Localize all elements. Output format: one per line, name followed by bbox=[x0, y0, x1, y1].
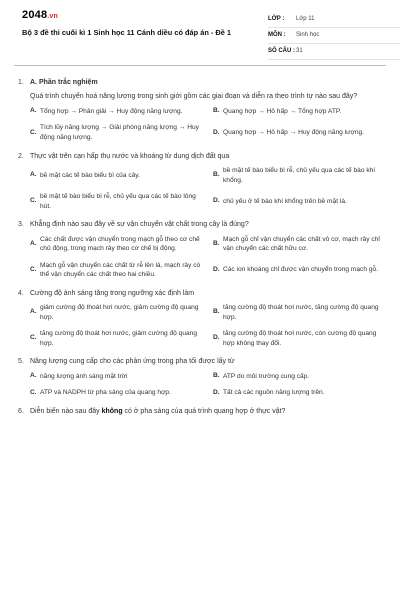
meta-row-count bbox=[268, 44, 400, 60]
option-text: ATP do môi trường cung cấp. bbox=[223, 372, 310, 380]
answer-options bbox=[14, 166, 386, 211]
question-number: 1. bbox=[18, 79, 24, 86]
question-list bbox=[14, 66, 386, 416]
question-number: 5. bbox=[18, 358, 24, 366]
option-letter: B. bbox=[213, 171, 220, 179]
meta-row-class bbox=[268, 12, 400, 28]
meta-label: MÔN : bbox=[268, 32, 286, 39]
option-d[interactable] bbox=[213, 192, 386, 211]
section-heading bbox=[14, 78, 386, 87]
section-title: A. Phần trắc nghiệm bbox=[30, 79, 98, 86]
answer-options bbox=[14, 107, 386, 143]
option-c[interactable] bbox=[30, 388, 203, 398]
question-6 bbox=[14, 407, 386, 416]
question-1 bbox=[14, 78, 386, 143]
option-d[interactable] bbox=[213, 123, 386, 142]
meta-value: 31 bbox=[296, 48, 303, 55]
logo-text: 2048 bbox=[22, 9, 48, 21]
answer-options bbox=[14, 235, 386, 280]
question-number: 2. bbox=[18, 152, 24, 160]
question-4 bbox=[14, 289, 386, 349]
question-2 bbox=[14, 152, 386, 212]
option-text: Tất cả các nguồn năng lượng trên. bbox=[223, 389, 325, 397]
question-text-emphasis: không bbox=[101, 407, 123, 415]
option-a[interactable] bbox=[30, 107, 203, 117]
option-c[interactable] bbox=[30, 261, 203, 280]
option-c[interactable] bbox=[30, 192, 203, 211]
option-a[interactable] bbox=[30, 166, 203, 185]
option-letter: C. bbox=[30, 265, 37, 273]
option-b[interactable] bbox=[213, 107, 386, 117]
option-text: chủ yếu ở tế bào khí khổng trên bề mặt lá. bbox=[223, 197, 347, 205]
option-d[interactable] bbox=[213, 388, 386, 398]
option-b[interactable] bbox=[213, 235, 386, 254]
question-heading bbox=[14, 289, 386, 298]
option-letter: A. bbox=[30, 107, 37, 115]
option-text: Tổng hợp → Phân giải → Huy động năng lượng. bbox=[40, 107, 183, 115]
meta-value: Sinh học bbox=[296, 32, 320, 39]
document-meta bbox=[268, 12, 400, 60]
question-text: Cường độ ánh sáng tăng trong ngưỡng xác định làm bbox=[30, 289, 195, 297]
meta-row-subject bbox=[268, 28, 400, 44]
option-text: giảm cường độ thoát hơi nước, giảm cường độ quang hợp. bbox=[40, 304, 199, 321]
option-text: tăng cường độ thoát hơi nước, tăng cường độ quang hợp. bbox=[223, 304, 379, 321]
option-letter: D. bbox=[213, 128, 220, 136]
option-letter: C. bbox=[30, 128, 37, 136]
option-text: tăng cường độ thoát hơi nước, còn cường độ quang hợp không thay đổi. bbox=[223, 330, 377, 347]
option-text: Mạch gỗ chỉ vận chuyển các chất vô cơ, mạch rây chỉ vận chuyển các chất hữu cơ. bbox=[223, 235, 380, 253]
option-letter: A. bbox=[30, 171, 37, 179]
option-d[interactable] bbox=[213, 261, 386, 280]
option-letter: C. bbox=[30, 197, 37, 205]
question-number: 6. bbox=[18, 407, 24, 415]
option-a[interactable] bbox=[30, 372, 203, 382]
logo-suffix: .vn bbox=[47, 13, 58, 20]
option-text: Tích lũy năng lượng → Giải phóng năng lượng → Huy động năng lượng. bbox=[40, 124, 199, 141]
option-letter: B. bbox=[213, 107, 220, 115]
option-text: bề mặt tế bào biểu bì rễ, chủ yếu qua các tế bào lông hút. bbox=[40, 193, 196, 210]
question-text: Quá trình chuyển hoá năng lượng trong sinh giới gồm các giai đoạn và diễn ra theo trình tự nào sau đây? bbox=[30, 93, 358, 101]
option-letter: A. bbox=[30, 308, 37, 316]
option-a[interactable] bbox=[30, 303, 203, 322]
site-logo[interactable] bbox=[22, 8, 58, 23]
question-heading bbox=[14, 357, 386, 366]
option-letter: A. bbox=[30, 372, 37, 380]
document-title: Bộ 3 đề thi cuối kì 1 Sinh học 11 Cánh diều có đáp án - Đề 1 bbox=[22, 28, 232, 37]
option-text: tăng cường độ thoát hơi nước, giảm cường độ quang hợp. bbox=[40, 330, 198, 347]
option-d[interactable] bbox=[213, 329, 386, 348]
answer-options bbox=[14, 303, 386, 348]
option-text: bề mặt tế bào biểu bì rễ, chủ yếu qua các tế bào khí khổng. bbox=[223, 166, 376, 184]
option-letter: C. bbox=[30, 388, 37, 396]
question-heading bbox=[14, 152, 386, 161]
option-letter: B. bbox=[213, 239, 220, 247]
question-text: Thực vật trên cạn hấp thụ nước và khoáng từ dung dịch đất qua bbox=[30, 152, 230, 160]
option-text: Mạch gỗ vận chuyển các chất từ rễ lên lá, mạch rây có thể vận chuyển các chất theo hai chiều. bbox=[40, 261, 201, 279]
option-letter: C. bbox=[30, 334, 37, 342]
option-text: Quang hợp → Hô hấp → Tổng hợp ATP. bbox=[223, 107, 342, 115]
option-letter: D. bbox=[213, 265, 220, 273]
option-a[interactable] bbox=[30, 235, 203, 254]
option-b[interactable] bbox=[213, 372, 386, 382]
answer-options bbox=[14, 372, 386, 398]
question-number: 3. bbox=[18, 221, 24, 229]
meta-label: SỐ CÂU : bbox=[268, 48, 295, 55]
question-text: Khẳng định nào sau đây về sự vận chuyển vật chất trong cây là đúng? bbox=[30, 221, 249, 229]
document-header bbox=[14, 0, 386, 66]
option-b[interactable] bbox=[213, 166, 386, 185]
option-letter: A. bbox=[30, 239, 37, 247]
option-text: Các ion khoáng chỉ được vận chuyển trong mạch gỗ. bbox=[223, 266, 378, 274]
question-text bbox=[30, 407, 386, 416]
option-c[interactable] bbox=[30, 123, 203, 142]
question-heading bbox=[14, 407, 386, 416]
option-letter: B. bbox=[213, 372, 220, 380]
option-letter: B. bbox=[213, 308, 220, 316]
option-text: Các chất được vận chuyển trong mạch gỗ theo cơ chế chủ động, trong mạch rây theo cơ chế bị động. bbox=[40, 235, 200, 253]
question-3 bbox=[14, 220, 386, 280]
option-letter: D. bbox=[213, 197, 220, 205]
option-b[interactable] bbox=[213, 303, 386, 322]
meta-label: LỚP : bbox=[268, 16, 285, 23]
question-text-part: Diễn biến nào sau đây bbox=[30, 407, 102, 415]
option-c[interactable] bbox=[30, 329, 203, 348]
question-5 bbox=[14, 357, 386, 398]
question-number: 4. bbox=[18, 289, 24, 297]
option-text: Quang hợp → Hô hấp → Huy động năng lượng. bbox=[223, 129, 364, 137]
option-text: năng lượng ánh sáng mặt trời bbox=[40, 372, 128, 380]
option-text: ATP và NADPH từ pha sáng của quang hợp. bbox=[40, 389, 171, 397]
option-letter: D. bbox=[213, 388, 220, 396]
question-text-part: có ở pha sáng của quá trình quang hợp ở thực vật? bbox=[122, 407, 286, 415]
question-heading bbox=[14, 220, 386, 229]
question-text: Năng lượng cung cấp cho các phản ứng trong pha tối được lấy từ bbox=[30, 358, 235, 366]
option-text: bề mặt các tế bào biểu bì của cây. bbox=[40, 171, 140, 179]
meta-value: Lớp 11 bbox=[296, 16, 315, 23]
option-letter: D. bbox=[213, 334, 220, 342]
